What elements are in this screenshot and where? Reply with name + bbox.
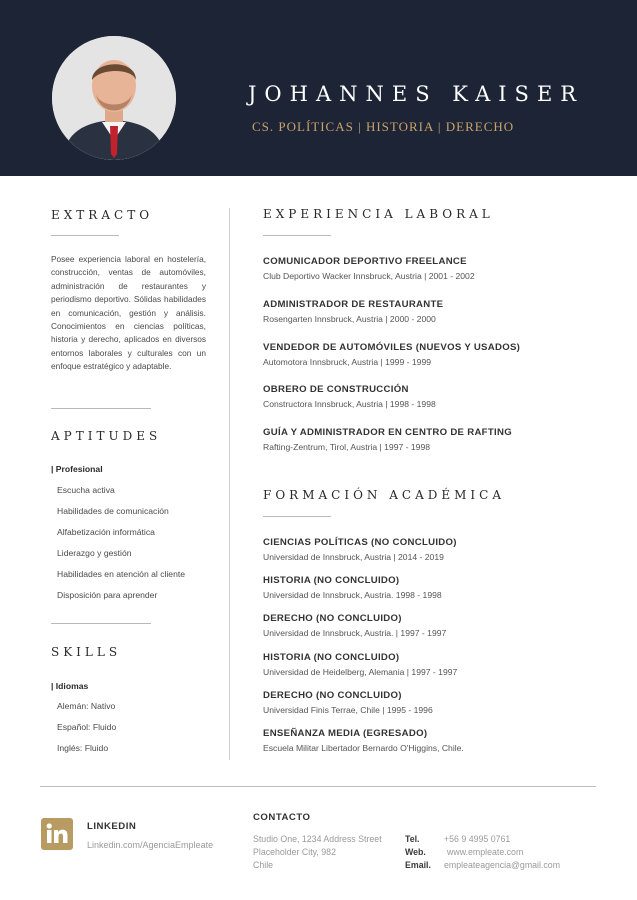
header-banner [0,0,637,176]
education-entry [263,652,603,677]
entry-details: Constructora Innsbruck, Austria | 1998 - 1998 [263,399,436,409]
skills-list [57,701,222,764]
contact-labels [405,833,431,871]
entry-details: Universidad de Heidelberg, Alemania | 1997 - 1997 [263,667,458,677]
column-divider [229,208,230,760]
education-title: FORMACIÓN ACADÉMICA [263,488,505,502]
address-line: Studio One, 1234 Address Street [253,834,382,844]
education-entry [263,690,603,715]
email-label: Email. [405,859,431,870]
entry-title: DERECHO (NO CONCLUIDO) [263,690,402,701]
list-item: Inglés: Fluido [57,743,109,753]
experience-entry [263,342,603,367]
experience-entry [263,256,603,281]
linkedin-link[interactable]: Linkedin.com/AgenciaEmpleate [87,840,214,850]
list-item: Liderazgo y gestión [57,548,132,558]
footer-divider [40,786,596,787]
phone-label: Tel. [405,834,420,844]
education-rule [263,516,331,517]
extract-title: EXTRACTO [51,208,154,222]
entry-title: DERECHO (NO CONCLUIDO) [263,613,402,624]
linkedin-glyph-icon [41,818,73,850]
entry-details: Universidad de Innsbruck, Austria. 1998 - 1998 [263,590,442,600]
contact-title: CONTACTO [253,812,311,823]
linkedin-icon[interactable] [41,818,73,850]
person-portrait-icon [52,36,176,160]
education-entry [263,613,603,638]
experience-title: EXPERIENCIA LABORAL [263,207,494,221]
entry-details: Rosengarten Innsbruck, Austria | 2000 - 2000 [263,314,436,324]
experience-entry [263,384,603,409]
phone-value[interactable]: +56 9 4995 0761 [444,834,511,844]
entry-title: HISTORIA (NO CONCLUIDO) [263,575,400,586]
list-item: Español: Fluido [57,722,117,732]
experience-entry [263,299,603,324]
skills-title: SKILLS [51,645,122,659]
entry-title: CIENCIAS POLÍTICAS (NO CONCLUIDO) [263,537,457,548]
entry-details: Universidad de Innsbruck, Austria. | 1997 - 1997 [263,628,447,638]
aptitudes-group-label: | Profesional [51,464,103,474]
entry-details: Automotora Innsbruck, Austria | 1999 - 1999 [263,357,431,367]
entry-title: VENDEDOR DE AUTOMÓVILES (NUEVOS Y USADOS) [263,342,521,353]
entry-title: GUÍA Y ADMINISTRADOR EN CENTRO DE RAFTING [263,427,512,438]
entry-title: COMUNICADOR DEPORTIVO FREELANCE [263,256,467,267]
list-item: Habilidades en atención al cliente [57,569,186,579]
skills-group-label: | Idiomas [51,681,89,691]
list-item: Alfabetización informática [57,527,155,537]
entry-details: Escuela Militar Libertador Bernardo O'Higgins, Chile. [263,743,464,753]
education-entry [263,728,603,753]
list-item: Escucha activa [57,485,115,495]
experience-entry [263,427,603,452]
experience-rule [263,235,331,236]
entry-title: OBRERO DE CONSTRUCCIÓN [263,384,409,395]
address-line: Placeholder City, 982 [253,846,336,857]
entry-details: Universidad Finis Terrae, Chile | 1995 - 1996 [263,705,433,715]
aptitudes-title: APTITUDES [51,429,162,443]
linkedin-title: LINKEDIN [87,821,137,832]
web-value[interactable]: www.empleate.com [447,846,524,857]
education-entry [263,575,603,600]
extract-text: Posee experiencia laboral en hostelería, construcción, ventas de automóviles, administración de restaurantes y periodismo deportivo. Sólidas habilidades en comunicación, gestión y análisis. Conocimientos en ciencias políticas, historia y derecho, aplicados en diversos entornos laborales y culturales con un enfoque estratégico y adaptable. [51,254,206,372]
email-value[interactable]: empleateagencia@gmail.com [444,859,561,870]
entry-details: Club Deportivo Wacker Innsbruck, Austria | 2001 - 2002 [263,271,475,281]
list-item: Disposición para aprender [57,590,158,600]
aptitudes-list [57,485,222,611]
contact-address [253,833,403,871]
contact-values [444,833,560,871]
web-label: Web. [405,846,426,857]
entry-details: Rafting-Zentrum, Tirol, Austria | 1997 - 1998 [263,442,431,452]
section-divider [51,408,151,409]
entry-title: ADMINISTRADOR DE RESTAURANTE [263,299,444,310]
education-entry [263,537,603,562]
candidate-subtitle: CS. POLÍTICAS | HISTORIA | DERECHO [252,119,515,134]
entry-details: Universidad de Innsbruck, Austria | 2014 - 2019 [263,552,444,562]
entry-title: ENSEÑANZA MEDIA (EGRESADO) [263,728,428,739]
extract-rule [51,235,119,236]
profile-photo [52,36,176,160]
candidate-name: JOHANNES KAISER [248,82,585,106]
entry-title: HISTORIA (NO CONCLUIDO) [263,652,400,663]
list-item: Alemán: Nativo [57,701,116,711]
section-divider [51,623,151,624]
list-item: Habilidades de comunicación [57,506,169,516]
address-line: Chile [253,859,274,870]
